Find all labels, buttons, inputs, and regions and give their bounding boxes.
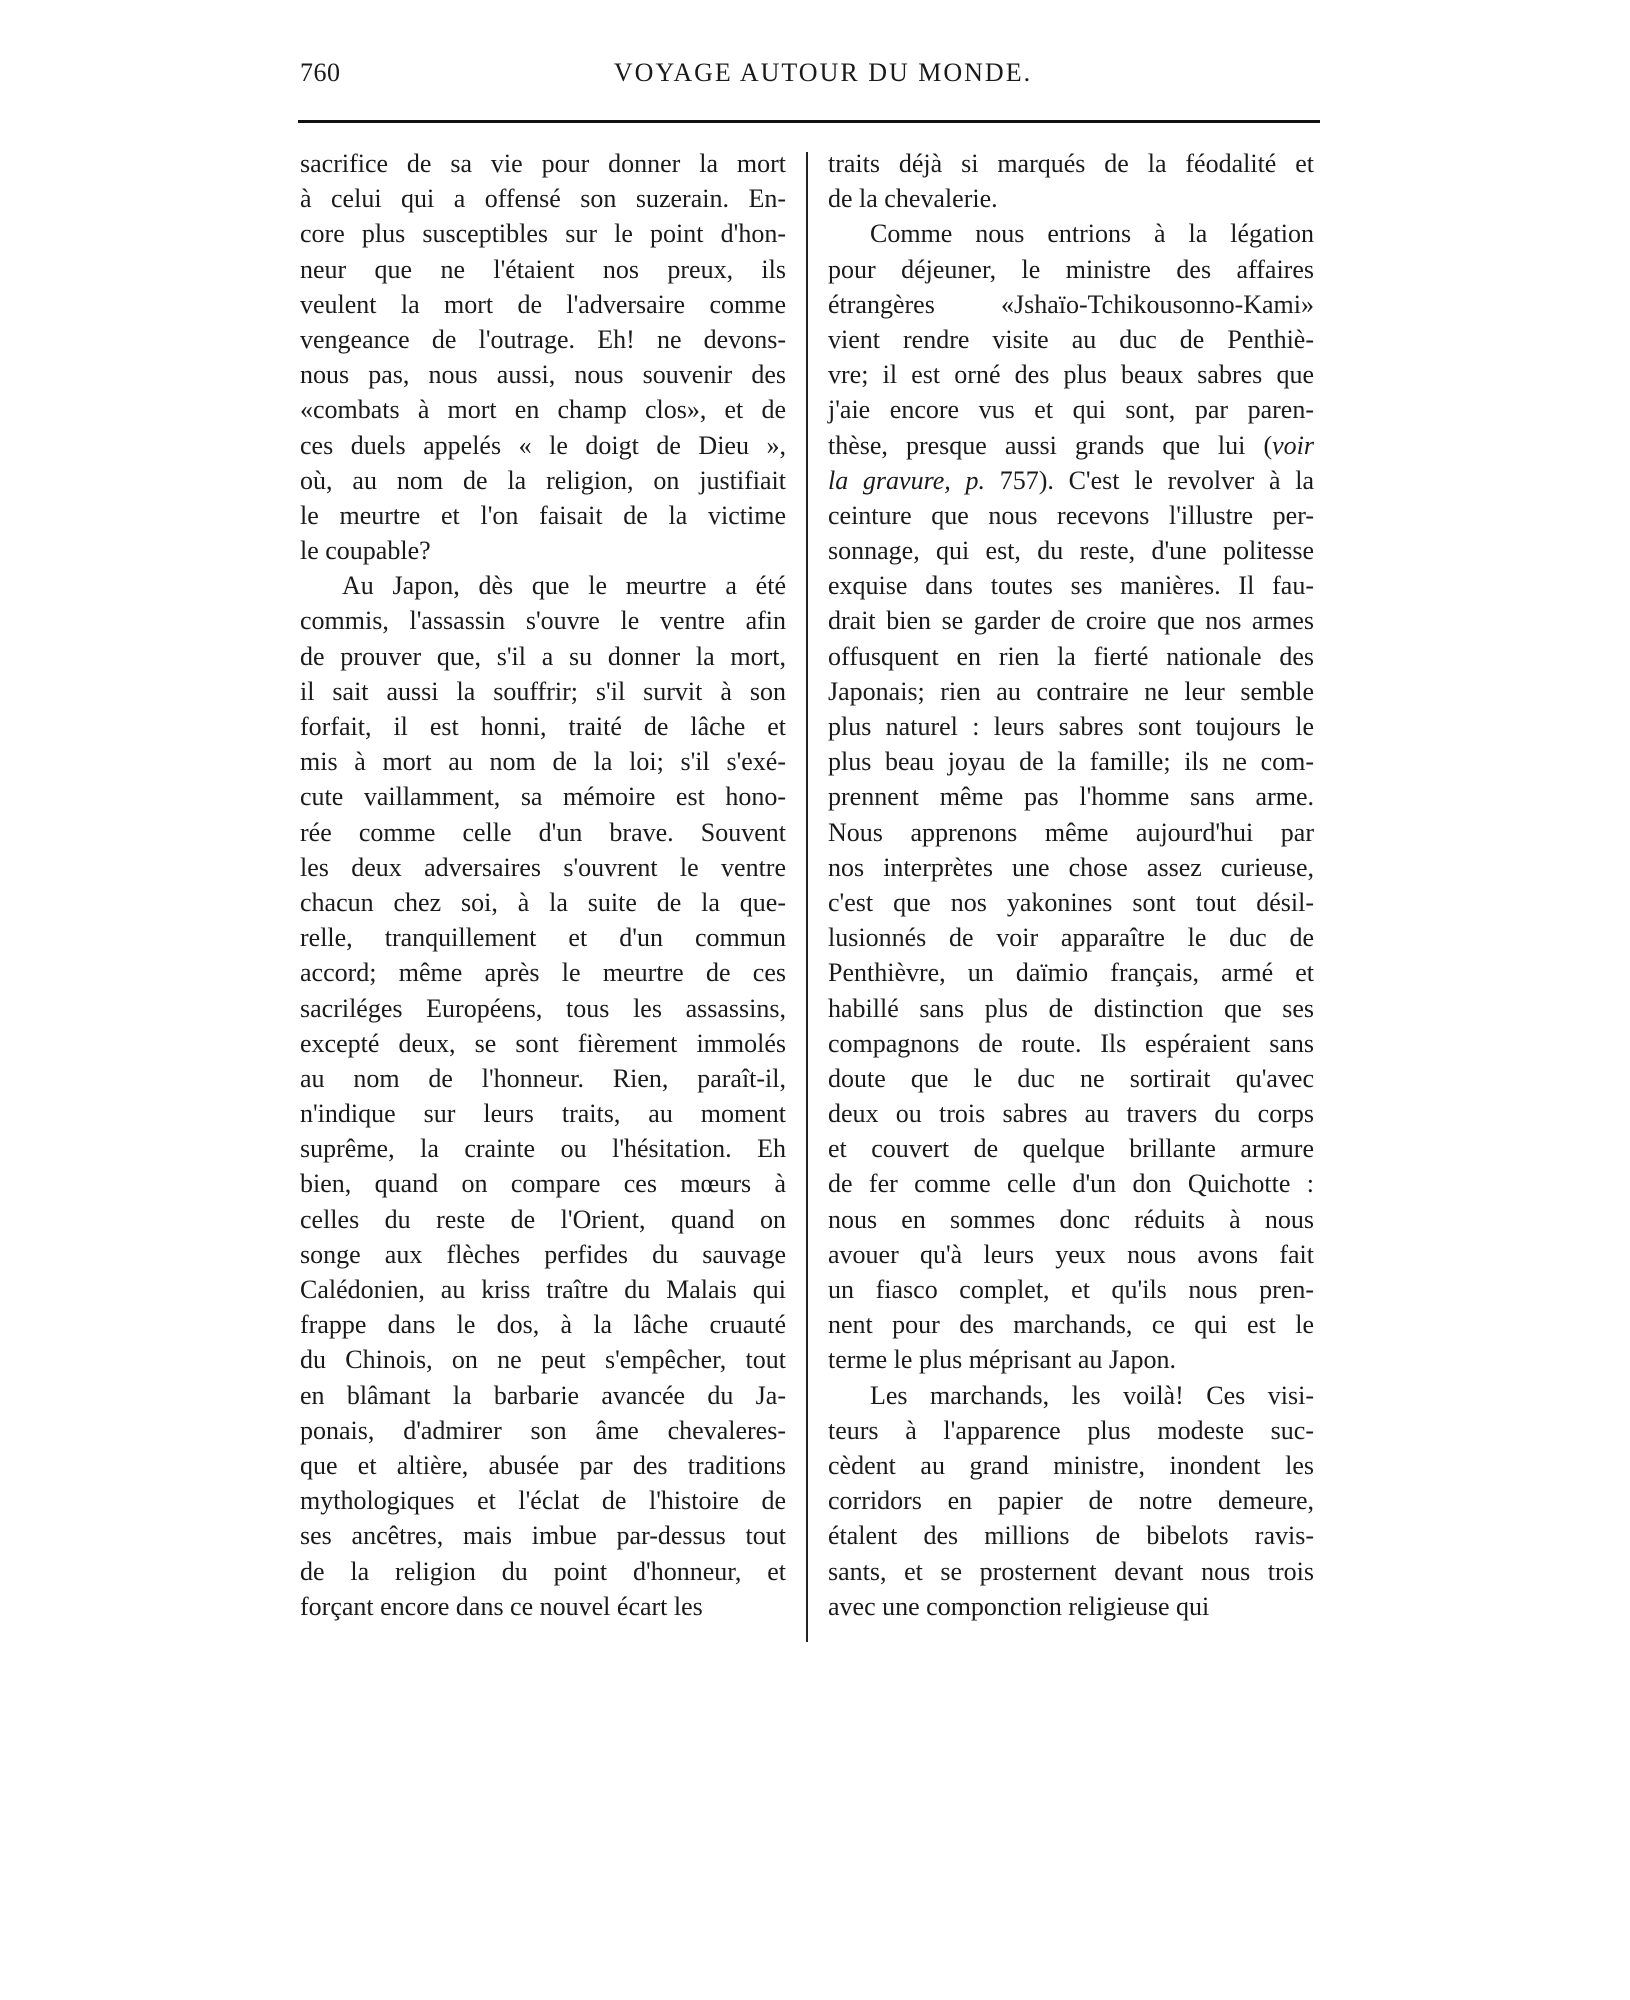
text-line: sants, et se prosternent devant nous trois [828, 1556, 1314, 1586]
text-line: terme le plus méprisant au Japon. [828, 1345, 1177, 1375]
text-line: la gravure, p. 757). C'est le revolver à la [828, 465, 1314, 495]
text-line: Calédonien, au kriss traître du Malais qui [300, 1275, 786, 1304]
text-line: corridors en papier de notre demeure, [828, 1486, 1314, 1516]
text-line: veulent la mort de l'adversaire comme [300, 289, 786, 319]
text-line: thèse, presque aussi grands que lui (voir [828, 430, 1314, 460]
text-line: il sait aussi la souffrir; s'il survit à son [300, 676, 786, 706]
running-header [298, 58, 1318, 98]
text-line: avec une componction religieuse qui [828, 1591, 1210, 1621]
text-line: commis, l'assassin s'ouvre le ventre afin [300, 606, 786, 636]
text-line: frappe dans le dos, à la lâche cruauté [300, 1310, 786, 1340]
text-line: à celui qui a offensé son suzerain. En- [300, 184, 786, 214]
text-line: Penthièvre, un daïmio français, armé et [828, 958, 1314, 988]
text-line: plus beau joyau de la famille; ils ne com- [828, 747, 1314, 777]
text-line: «combats à mort en champ clos», et de [300, 395, 786, 425]
text-line: doute que le duc ne sortirait qu'avec [828, 1063, 1314, 1093]
text-line: mis à mort au nom de la loi; s'il s'exé- [300, 747, 786, 777]
text-line: forçant encore dans ce nouvel écart les [300, 1591, 703, 1621]
text-line: Nous apprenons même aujourd'hui par [828, 817, 1314, 847]
text-line: le coupable? [300, 536, 431, 566]
text-line: nous pas, nous aussi, nous souvenir des [300, 360, 786, 390]
text-line: cèdent au grand ministre, inondent les [828, 1450, 1314, 1480]
text-line: de prouver que, s'il a su donner la mort, [300, 641, 786, 671]
text-line: Les marchands, les voilà! Ces visi- [870, 1380, 1314, 1410]
text-line: plus naturel : leurs sabres sont toujours le [828, 712, 1314, 741]
text-line: de la chevalerie. [828, 184, 998, 214]
header-rule [298, 120, 1320, 123]
text-line: excepté deux, se sont fièrement immolés [300, 1028, 786, 1058]
text-line: vengeance de l'outrage. Eh! ne devons- [300, 324, 786, 354]
text-line: en blâmant la barbarie avancée du Ja- [300, 1380, 786, 1410]
text-line: suprême, la crainte ou l'hésitation. Eh [300, 1134, 786, 1164]
column-divider [806, 152, 808, 1642]
text-line: du Chinois, on ne peut s'empêcher, tout [300, 1345, 786, 1375]
text-line: les deux adversaires s'ouvrent le ventre [300, 852, 786, 882]
text-line: teurs à l'apparence plus modeste suc- [828, 1415, 1314, 1445]
text-line: songe aux flèches perfides du sauvage [300, 1239, 786, 1269]
text-line: forfait, il est honni, traité de lâche et [300, 712, 786, 741]
text-line: Comme nous entrions à la légation [870, 219, 1314, 249]
text-line: exquise dans toutes ses manières. Il fau- [828, 571, 1314, 601]
text-line: ponais, d'admirer son âme chevaleres- [300, 1415, 786, 1445]
text-line: nos interprètes une chose assez curieuse, [828, 852, 1314, 882]
text-line: où, au nom de la religion, on justifiait [300, 465, 786, 495]
page-number: 760 [300, 58, 341, 87]
text-line: de fer comme celle d'un don Quichotte : [828, 1169, 1314, 1199]
text-line: celles du reste de l'Orient, quand on [300, 1204, 786, 1234]
text-line: core plus susceptibles sur le point d'hon- [300, 219, 786, 249]
text-line: ceinture que nous recevons l'illustre per- [828, 500, 1314, 530]
text-line: j'aie encore vus et qui sont, par paren- [828, 395, 1314, 425]
text-line: deux ou trois sabres au travers du corps [828, 1099, 1314, 1129]
text-line: accord; même après le meurtre de ces [300, 958, 786, 988]
running-title: VOYAGE AUTOUR DU MONDE. [613, 58, 1033, 87]
text-line: habillé sans plus de distinction que ses [828, 993, 1314, 1023]
text-line: sacriléges Européens, tous les assassins, [300, 993, 786, 1023]
text-line: nent pour des marchands, ce qui est le [828, 1310, 1314, 1340]
text-line: Au Japon, dès que le meurtre a été [342, 571, 786, 601]
text-line: compagnons de route. Ils espéraient sans [828, 1028, 1314, 1058]
text-line: chacun chez soi, à la suite de la que- [300, 887, 786, 917]
text-line: et couvert de quelque brillante armure [828, 1134, 1314, 1164]
text-line: de la religion du point d'honneur, et [300, 1556, 786, 1586]
text-line: traits déjà si marqués de la féodalité et [828, 149, 1314, 178]
text-line: relle, tranquillement et d'un commun [300, 923, 786, 953]
text-line: c'est que nos yakonines sont tout désil- [828, 887, 1314, 917]
text-line: au nom de l'honneur. Rien, paraît-il, [300, 1063, 786, 1093]
right-column [828, 146, 1314, 1624]
text-line: que et altière, abusée par des traditions [300, 1450, 786, 1480]
text-line: vre; il est orné des plus beaux sabres que [828, 360, 1314, 390]
text-line: étrangères «Jshaïo-Tchikousonno-Kami» [828, 289, 1314, 319]
text-line: étalent des millions de bibelots ravis- [828, 1521, 1314, 1551]
text-line: n'indique sur leurs traits, au moment [300, 1099, 786, 1129]
text-line: mythologiques et l'éclat de l'histoire de [300, 1486, 786, 1516]
text-line: sonnage, qui est, du reste, d'une politesse [828, 536, 1314, 566]
text-line: un fiasco complet, et qu'ils nous pren- [828, 1275, 1314, 1304]
text-line: cute vaillamment, sa mémoire est hono- [300, 782, 786, 812]
text-line: lusionnés de voir apparaître le duc de [828, 923, 1314, 953]
text-line: prennent même pas l'homme sans arme. [828, 782, 1314, 812]
text-line: nous en sommes donc réduits à nous [828, 1204, 1314, 1234]
text-line: ses ancêtres, mais imbue par-dessus tout [300, 1521, 786, 1551]
text-line: rée comme celle d'un brave. Souvent [300, 817, 786, 847]
text-line: avouer qu'à leurs yeux nous avons fait [828, 1239, 1314, 1269]
text-line: pour déjeuner, le ministre des affaires [828, 254, 1314, 284]
text-line: neur que ne l'étaient nos preux, ils [300, 254, 786, 284]
text-line: ces duels appelés « le doigt de Dieu », [300, 430, 786, 460]
text-line: offusquent en rien la fierté nationale des [828, 641, 1314, 671]
text-line: drait bien se garder de croire que nos armes [828, 606, 1314, 636]
text-line: Japonais; rien au contraire ne leur semble [828, 676, 1314, 706]
left-column [300, 146, 786, 1624]
text-line: vient rendre visite au duc de Penthiè- [828, 324, 1314, 354]
text-line: le meurtre et l'on faisait de la victime [300, 500, 786, 530]
text-line: bien, quand on compare ces mœurs à [300, 1169, 786, 1199]
text-line: sacrifice de sa vie pour donner la mort [300, 149, 786, 178]
